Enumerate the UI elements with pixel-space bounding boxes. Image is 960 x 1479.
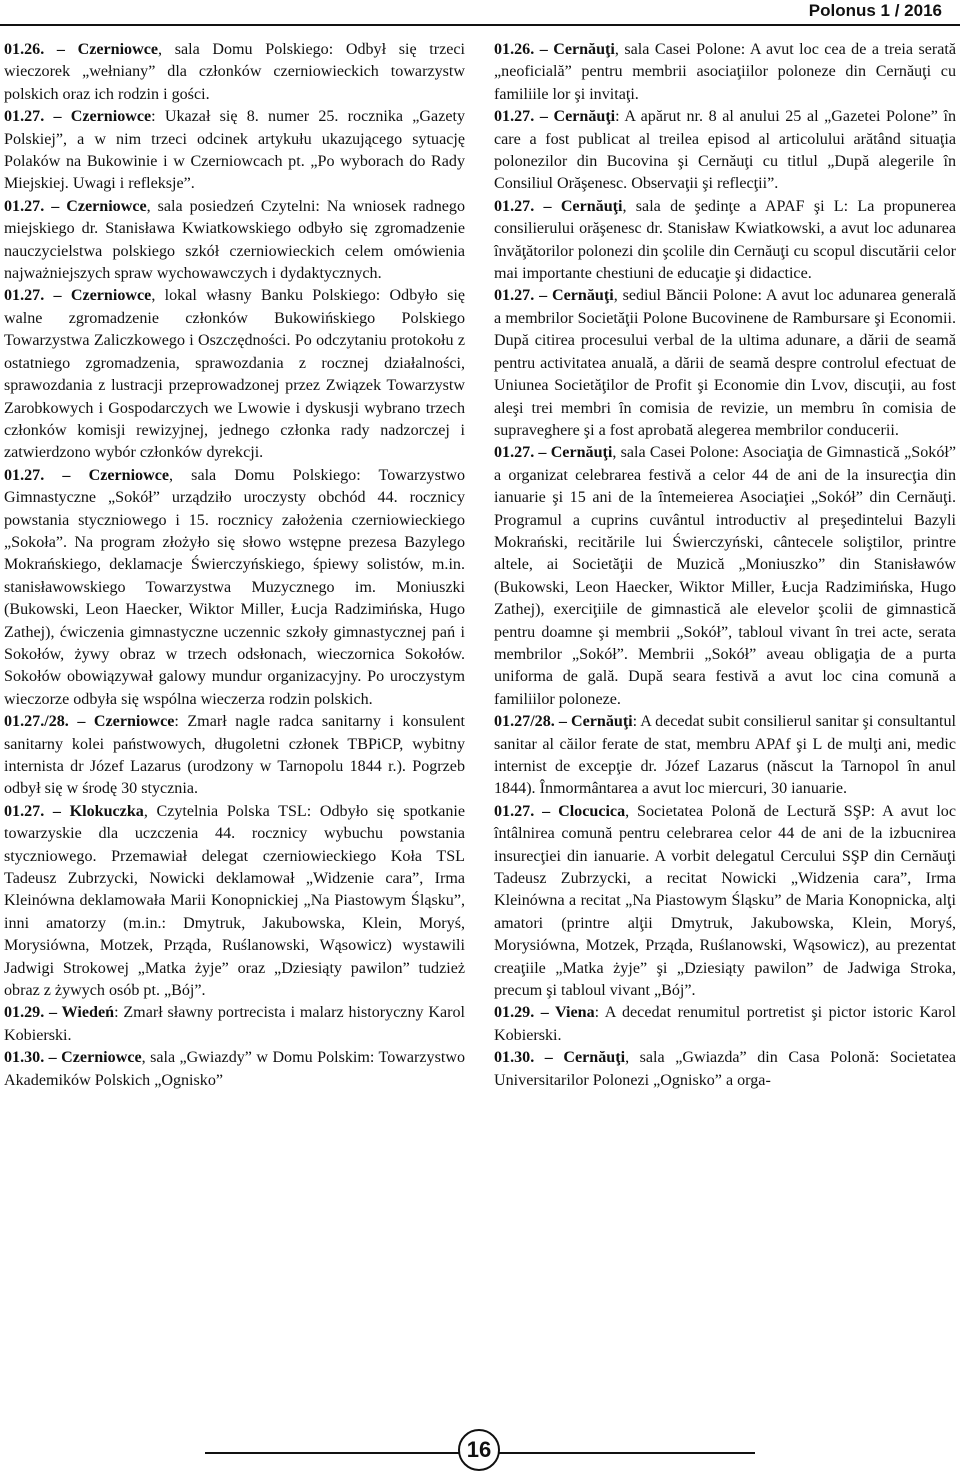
ro-entry xyxy=(494,39,956,106)
entry-place: Viena xyxy=(555,1004,595,1022)
entry-dash: – xyxy=(534,287,552,305)
entry-place: Cernăuţi xyxy=(550,444,613,462)
entry-text: , sediul Băncii Polone: A avut loc adunarea generală a membrilor Societăţii Polone Bucovinene de Rambursare şi Economii. După citirea procesului verbal de la ultima adunare, a dării de seamă pentru activitatea anuală, a dării de seamă despre controlul efectuat de Uniunea Societăţilor de Profit şi Economie din Lvov, discuţii, au fost aleşi trei membri în comisia de revizie, un membru în comisia de supraveghere şi a fost aprobată alegerea membrilor conducerii. xyxy=(494,287,956,439)
pl-entry xyxy=(4,285,465,464)
entry-place: Cernăuţi xyxy=(560,197,623,215)
polish-column xyxy=(4,39,465,1092)
entry-dash: – xyxy=(44,1049,62,1067)
entry-text: , sala „Gwiazda” din Casa Polonă: Societatea Universitarilor Polonezi „Ognisko” a orga- xyxy=(494,1049,956,1089)
entry-dash: – xyxy=(534,1004,556,1022)
entry-place: Czerniowce xyxy=(77,41,159,58)
header-rule xyxy=(0,24,960,26)
entry-date: 01.27. xyxy=(4,197,45,215)
page-number-badge: 16 xyxy=(458,1429,500,1471)
entry-dash: – xyxy=(44,802,70,820)
pl-entry xyxy=(4,801,465,1003)
entry-dash: – xyxy=(68,713,94,731)
entry-date: 01.30. xyxy=(4,1049,45,1067)
entry-text: , lokal własny Banku Polskiego: Odbyło się walne zgromadzenie członków Bukowińskiego Polskiego Towarzystwa Zaliczkowego i Oszczędności. Po odczytaniu protokołu z ostatniego zgromadzenia, sprawozdania z rocznej działalności, sprawozdania z lustracji przeprowadzonej przez Związek Towarzystw Zarobkowych i Gospodarczych we Lwowie i dyskusji wybrano trzech członków komisji rewizyjnej, jednego członka rady nadzorczej i zatwierdzono wybór członków dyrekcji. xyxy=(4,287,466,462)
ro-entry xyxy=(494,1002,956,1047)
entry-text: , sala Domu Polskiego: Towarzystwo Gimnastyczne „Sokół” urządziło uroczysty obchód 44. rocznicy powstania styczniowego i 15. rocznicy założenia czerniowieckiego „Sokoła”. Na program złożyło się słowo wstępne prezesa Bazylego Mokrańskiego, deklamacje Świerczyńskiego, śpiewy solistów, m.in. stanisławowskiego Towarzystwa Muzycznego im. Moniuszki (Bukowski, Leon Haecker, Wiktor Miller, Łucja Radzimińska, Hugo Zathej), ćwiczenia gimnastyczne uczennic szkoły gimnastycznej pań i Sokołów, żywy obraz w trzech odsłonach, wieczornica Sokołów. Sokołów obowiązywał galowy mundur organizacyjny. Po uroczystym wieczorze odbyła się wspólna wieczerza rodzin polskich. xyxy=(4,466,466,708)
entry-place: Czerniowce xyxy=(88,466,170,484)
entry-place: Czerniowce xyxy=(70,108,152,126)
entry-place: Klokuczka xyxy=(69,802,144,820)
ro-entry xyxy=(494,711,956,801)
entry-dash: – xyxy=(534,1049,564,1067)
entry-text: , Czytelnia Polska TSL: Odbyło się spotkanie towarzyskie dla uczczenia 44. rocznicy wybuchu powstania styczniowego. Przemawiał delegat czerniowieckiego Koła TSL Tadeusz Zubrzycki, Nowicki deklamował „Widzenie cara”, Irma Kleinówna deklamowała Marii Konopnickiej „Na Piastowym Śląsku”, inni amatorzy (m.in.: Dmytruk, Jakubowska, Klein, Moryś, Morysiówna, Motzek, Prząda, Ruślanowski, Wąsowicz) wystawili Jadwigi Strokowej „Matka żyje” oraz „Dziesiąty pawilon” tudzież obraz z żywych osób pt. „Bój”. xyxy=(4,802,466,1000)
entry-place: Cernăuţi xyxy=(570,713,633,731)
entry-date: 01.27. xyxy=(4,802,45,820)
ro-entry xyxy=(494,1047,956,1092)
entry-text: : Zmarł nagle radca sanitarny i konsulent sanitarny kolei państwowych, długoletni członek TBPiCP, wybitny internista dr Józef Lazarus (urodzony w Tarnopolu 1844 r.). Pogrzeb odbył się w środę 30 stycznia. xyxy=(4,713,466,798)
entry-date: 01.26. xyxy=(4,41,45,58)
entry-text: , sala Casei Polone: Asociaţia de Gimnastică „Sokół” a organizat celebrarea festivă a celor 44 de ani de la insurecţia din ianuarie şi 15 ani de la întemeierea Asociaţiei „Sokół” din Cernăuţi. Programul a cuprins cuvântul introductiv al preşedintelui Bazyli Mokrański, recitările lui Świerczyński, cântecele soliştilor, printre altele, ai Societăţii de Muzică „Moniuszko” din Stanisławów (Bukowski, Leon Haecker, Wiktor Miller, Łucja Radzimińska, Hugo Zathej), exerciţiile de gimnastică ale elevelor şcolii de gimnastică pentru doamne şi membrii „Sokół”, tabloul vivant în trei acte, serata membrilor „Sokół”. Membrii „Sokół” aveau obligaţia de a purta uniforma de gală. După seara festivă a avut loc cina comună a familiilor poloneze. xyxy=(494,444,956,708)
entry-text: , sala Casei Polone: A avut loc cea de a treia serată „neoficială” pentru membrii asociaţiilor poloneze din Cernăuţi cu familiile lor şi invitaţi. xyxy=(494,41,957,103)
entry-text: , sala „Gwiazdy” w Domu Polskim: Towarzystwo Akademików Polskich „Ognisko” xyxy=(4,1049,465,1089)
entry-dash: – xyxy=(44,1004,62,1022)
entry-place: Cernăuţi xyxy=(552,287,614,305)
entry-dash: – xyxy=(534,108,554,126)
pl-entry xyxy=(4,1002,465,1047)
ro-entry xyxy=(494,442,956,711)
entry-place: Clocucica xyxy=(558,802,626,820)
entry-place: Cernăuţi xyxy=(553,108,616,126)
entry-date: 01.27./28. xyxy=(4,713,69,731)
entry-place: Czerniowce xyxy=(93,713,175,731)
entry-place: Cernăuţi xyxy=(553,41,615,58)
entry-dash: – xyxy=(44,466,89,484)
pl-entry xyxy=(4,465,465,711)
entry-dash: – xyxy=(534,802,559,820)
pl-entry xyxy=(4,711,465,801)
entry-text: : Zmarł sławny portrecista i malarz historyczny Karol Kobierski. xyxy=(4,1004,465,1044)
entry-dash: – xyxy=(534,197,561,215)
ro-entry xyxy=(494,196,956,286)
entry-place: Wiedeń xyxy=(61,1004,115,1022)
entry-dash: – xyxy=(534,41,554,58)
entry-text: , sala de şedinţe a APAF şi L: La propunerea consilierului orăşenesc dr. Stanisław Kwiatkowski, a avut loc adunarea învăţătorilor polonezi din şcolile din Cernăuţi cu scopul discutării celor mai importante chestiuni de educaţie şi didactice. xyxy=(494,197,956,283)
entry-place: Czerniowce xyxy=(70,287,152,305)
entry-dash: – xyxy=(554,713,571,731)
page-header-title: Polonus 1 / 2016 xyxy=(808,1,942,20)
entry-dash: – xyxy=(534,444,551,462)
entry-date: 01.27. xyxy=(494,108,535,126)
entry-text: , Societatea Polonă de Lectură SŞP: A avut loc întâlnirea comună pentru celebrarea celor 44 de ani de la izbucnirea insurecţiei din ianuarie. A vorbit delegatul Cercului SŞP din Cernăuţi Tadeusz Zubrzycki, a recitat Nowicki „Widzenia cara”, Irma Kleinówna a recitat „Na Piastowym Śląsku” de Maria Konopnicka, alţi amatori (printre alţii Dmytruk, Jakubowska, Klein, Moryś, Morysiówna, Motzek, Prząda, Ruślanowski, Wąsowicz), au prezentat creaţiile „Matka żyje” şi „Dziesiąty pawilon” de Jadwiga Stroka, precum şi tabloul vivant „Bój”. xyxy=(494,802,956,1000)
entry-text: : A apărut nr. 8 al anului 25 al „Gazetei Polone” în care a fost publicat al treilea episod al articolului arătând situaţia polonezilor din Bucovina şi Cernăuţi cu titlul „După alegerile în Consiliul Orăşenesc. Observaţii şi reflecţii”. xyxy=(494,108,956,193)
entry-date: 01.29. xyxy=(4,1004,45,1022)
entry-date: 01.27/28. xyxy=(494,713,555,731)
entry-dash: – xyxy=(44,287,71,305)
ro-entry xyxy=(494,285,956,442)
entry-date: 01.29. xyxy=(494,1004,535,1022)
entry-date: 01.27. xyxy=(4,287,45,305)
entry-place: Czerniowce xyxy=(66,197,147,215)
entry-date: 01.27. xyxy=(4,466,45,484)
ro-entry xyxy=(494,106,956,196)
pl-entry xyxy=(4,1047,465,1092)
pl-entry xyxy=(4,39,465,106)
ro-entry xyxy=(494,801,956,1003)
entry-date: 01.27. xyxy=(4,108,45,126)
pl-entry xyxy=(4,106,465,196)
entry-text: , sala Domu Polskiego: Odbył się trzeci wieczorek „wełniany” dla członków czerniowieckich towarzystw polskich oraz ich rodzin i gości. xyxy=(4,41,465,103)
entry-place: Czerniowce xyxy=(61,1049,142,1067)
entry-text: : A decedat renumitul portretist şi pictor istoric Karol Kobierski. xyxy=(494,1004,956,1044)
entry-date: 01.26. xyxy=(494,41,535,58)
entry-date: 01.30. xyxy=(494,1049,535,1067)
entry-dash: – xyxy=(44,197,67,215)
entry-date: 01.27. xyxy=(494,444,535,462)
entry-date: 01.27. xyxy=(494,802,535,820)
entry-dash: – xyxy=(44,108,71,126)
romanian-column xyxy=(494,39,956,1092)
entry-date: 01.27. xyxy=(494,197,535,215)
pl-entry xyxy=(4,196,465,286)
entry-date: 01.27. xyxy=(494,287,535,305)
entry-text: : Ukazał się 8. numer 25. rocznika „Gazety Polskiej”, a w nim trzeci odcinek artykułu ukazującego sytuację Polaków na Bukowinie i w Czerniowcach pt. „Po wyborach do Rady Miejskiej. Uwagi i refleksje”. xyxy=(4,108,466,193)
entry-text: : A decedat subit consilierul sanitar şi consultantul sanitar al căilor ferate de stat, membru APAf şi L de mulţi ani, medic internist de excepţie dr. Józef Lazarus (născut la Tarnopol în anul 1844). Înmormântarea a avut loc miercuri, 30 ianuarie. xyxy=(494,713,957,798)
entry-place: Cernăuţi xyxy=(563,1049,626,1067)
entry-text: , sala posiedzeń Czytelni: Na wniosek radnego miejskiego dr. Stanisława Kwiatkowskiego odbyło się zgromadzenie nauczycielstwa polskiego szkół czerniowieckich celem omówienia najważniejszych spraw wychowawczych i dydaktycznych. xyxy=(4,197,466,283)
entry-dash: – xyxy=(44,41,78,58)
